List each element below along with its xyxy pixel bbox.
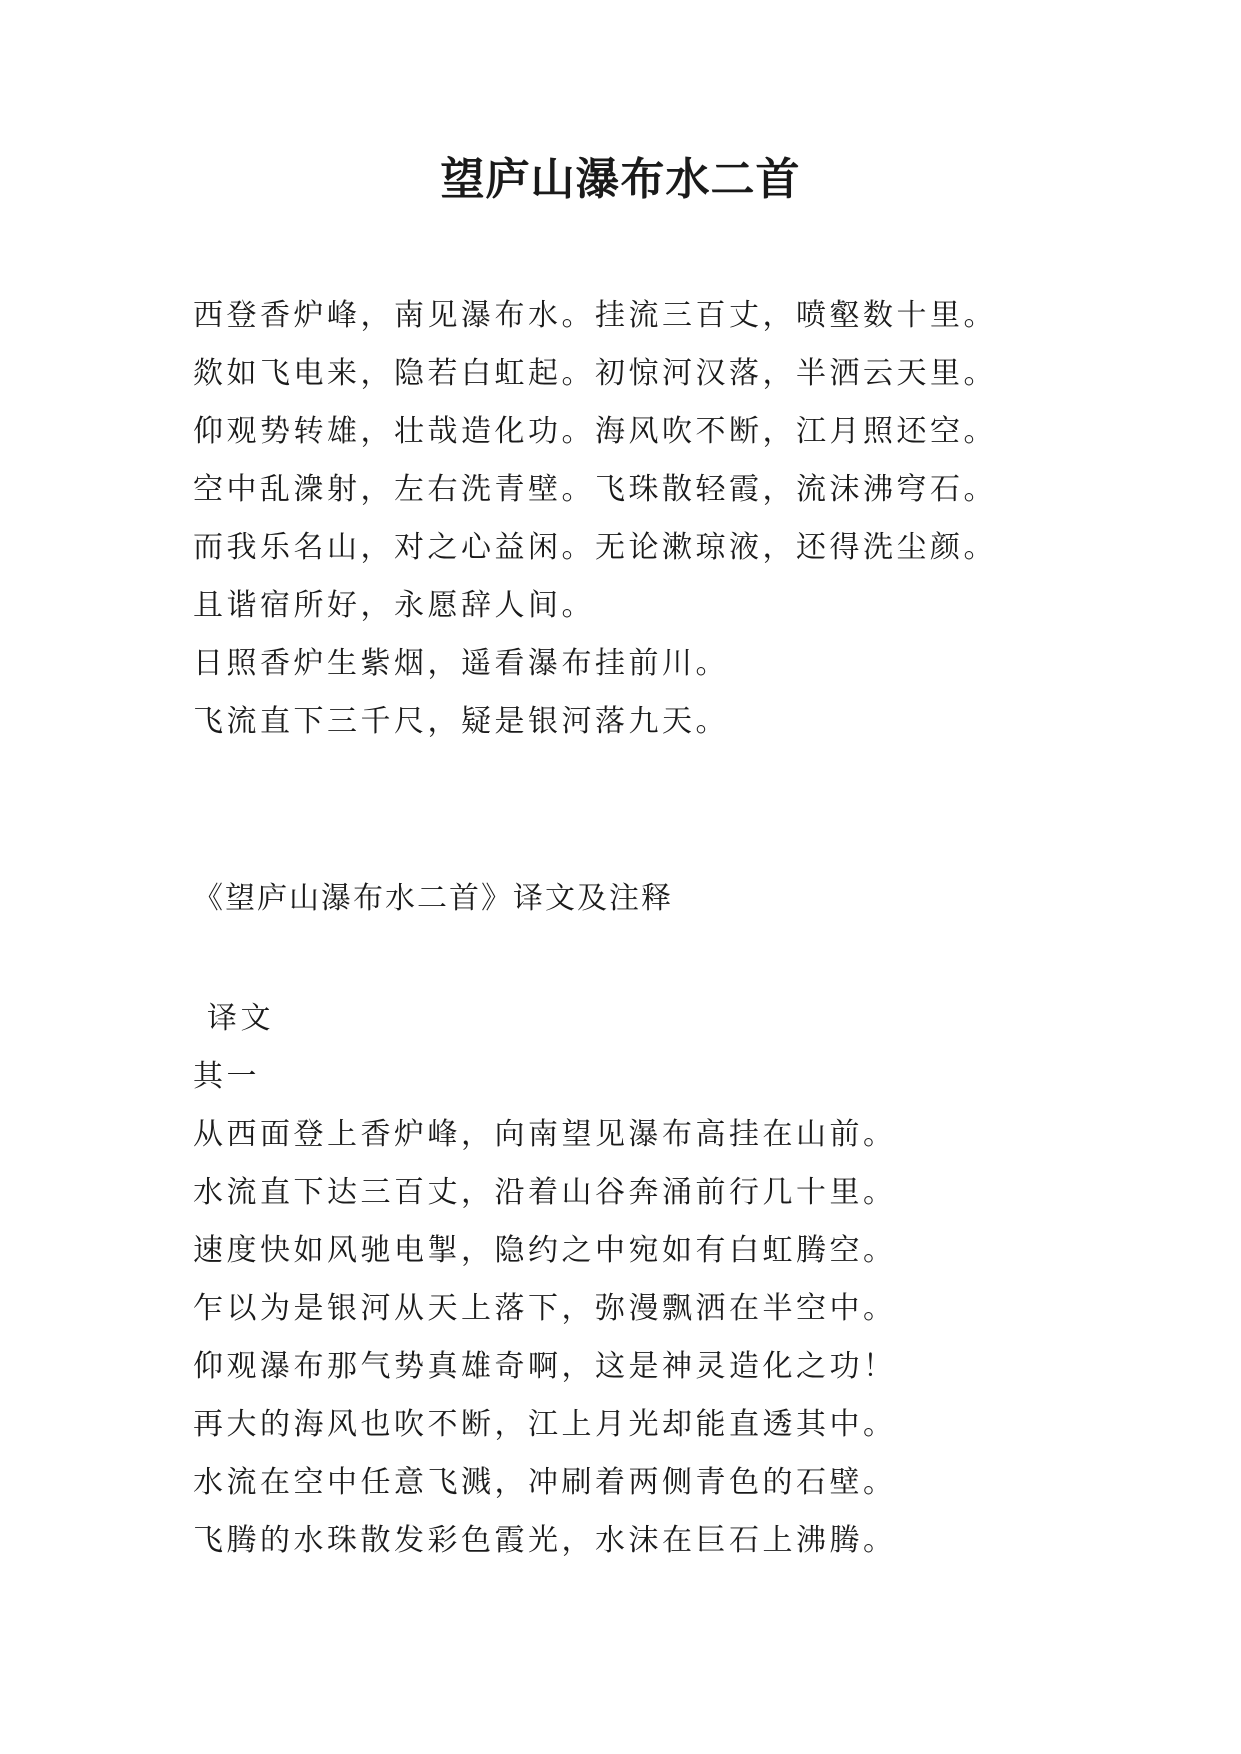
poem-text [193, 287, 1093, 751]
poem-line: 日照香炉生紫烟，遥看瀑布挂前川。 [193, 646, 729, 681]
document-title: 望庐山瀑布水二首 [440, 154, 801, 205]
poem-line: 欻如飞电来，隐若白虹起。初惊河汉落，半洒云天里。 [193, 356, 997, 391]
poem-line: 空中乱潨射，左右洗青壁。飞珠散轻霞，流沫沸穹石。 [193, 472, 997, 507]
translation-line: 速度快如风驰电掣，隐约之中宛如有白虹腾空。 [193, 1233, 897, 1268]
translation-label: 译文 [207, 1001, 274, 1036]
translation-line: 水流直下达三百丈，沿着山谷奔涌前行几十里。 [193, 1175, 897, 1210]
section-heading: 《望庐山瀑布水二首》译文及注释 [193, 881, 673, 916]
translation-line: 水流在空中任意飞溅，冲刷着两侧青色的石壁。 [193, 1465, 897, 1500]
translation-line: 乍以为是银河从天上落下，弥漫飘洒在半空中。 [193, 1291, 897, 1326]
poem-line: 且谐宿所好，永愿辞人间。 [193, 588, 595, 623]
poem-line: 飞流直下三千尺，疑是银河落九天。 [193, 704, 729, 739]
part-label: 其一 [193, 1059, 260, 1094]
translation-line: 飞腾的水珠散发彩色霞光，水沫在巨石上沸腾。 [193, 1523, 897, 1558]
poem-line: 而我乐名山，对之心益闲。无论漱琼液，还得洗尘颜。 [193, 530, 997, 565]
translation-section [193, 990, 1093, 1570]
poem-line: 西登香炉峰，南见瀑布水。挂流三百丈，喷壑数十里。 [193, 298, 997, 333]
translation-line: 再大的海风也吹不断，江上月光却能直透其中。 [193, 1407, 897, 1442]
translation-line: 仰观瀑布那气势真雄奇啊，这是神灵造化之功！ [193, 1349, 897, 1384]
poem-line: 仰观势转雄，壮哉造化功。海风吹不断，江月照还空。 [193, 414, 997, 449]
translation-line: 从西面登上香炉峰，向南望见瀑布高挂在山前。 [193, 1117, 897, 1152]
